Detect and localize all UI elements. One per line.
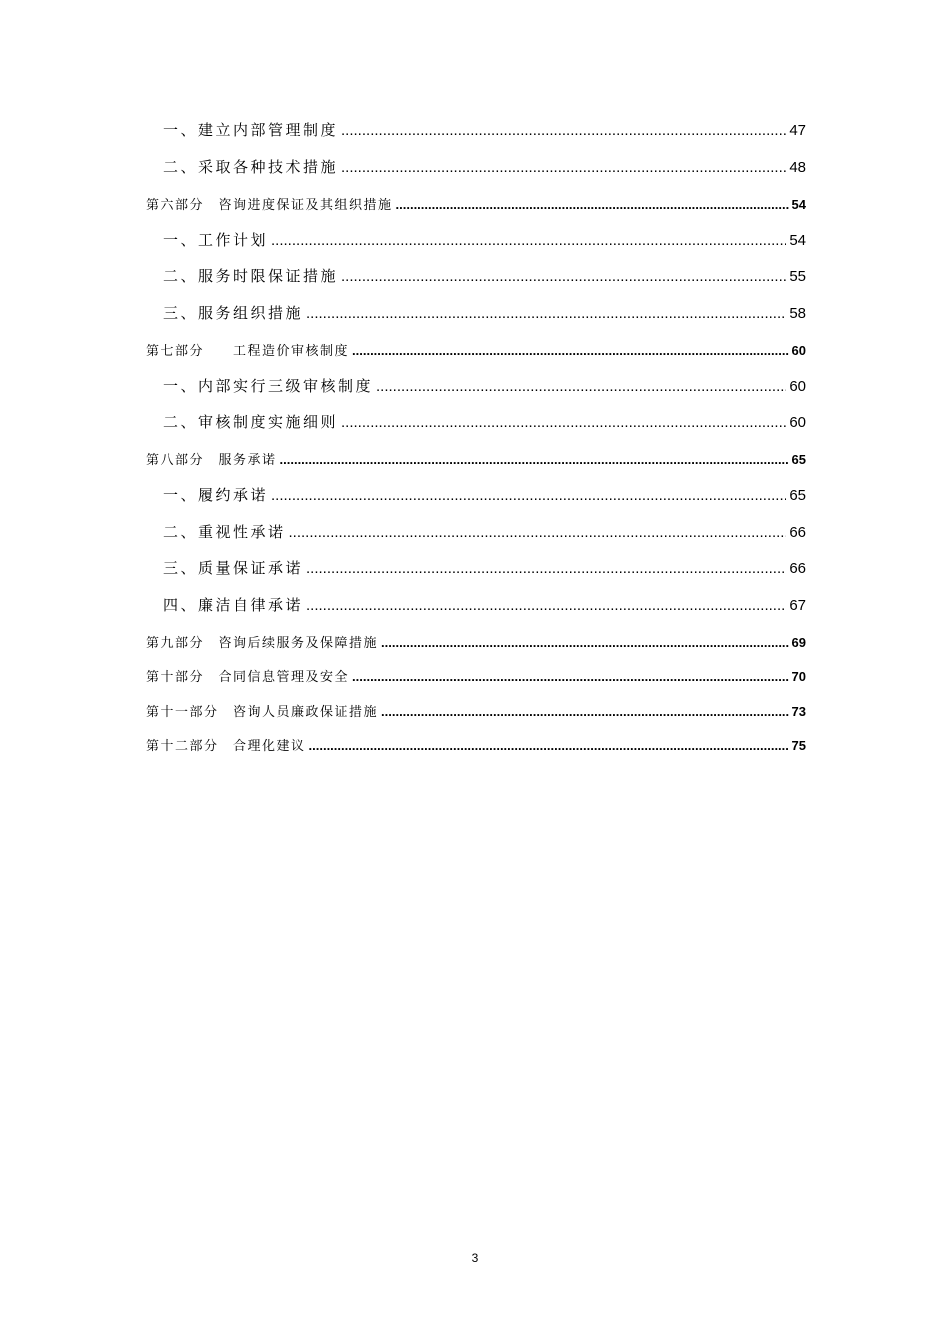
toc-leader-dots: [309, 738, 789, 754]
toc-entry-page: 58: [789, 305, 806, 322]
toc-entry-page: 47: [789, 122, 806, 139]
toc-leader-dots: [341, 159, 786, 177]
toc-section-title: 第九部分 咨询后续服务及保障措施: [146, 636, 379, 651]
toc-leader-dots: [352, 343, 789, 359]
toc-entry-page: 55: [789, 268, 806, 285]
toc-section-title: 第十二部分 合理化建议: [146, 739, 306, 754]
toc-section-page: 65: [791, 452, 806, 467]
toc-entry-page: 67: [789, 597, 806, 614]
toc-entry[interactable]: [163, 484, 806, 505]
toc-leader-dots: [341, 414, 786, 432]
toc-entry[interactable]: [163, 156, 806, 177]
toc-entry-page: 48: [789, 159, 806, 176]
toc-entry-title: 二、采取各种技术措施: [163, 158, 339, 176]
toc-leader-dots: [271, 487, 786, 505]
toc-entry-page: 65: [789, 487, 806, 504]
toc-leader-dots: [352, 669, 789, 685]
toc-leader-dots: [280, 452, 789, 468]
toc-entry-page: 54: [789, 232, 806, 249]
toc-section-page: 54: [791, 197, 806, 212]
toc-section-page: 75: [791, 738, 806, 753]
toc-section-title: 第十一部分 咨询人员廉政保证措施: [146, 705, 379, 720]
toc-entry[interactable]: [163, 265, 806, 286]
toc-leader-dots: [289, 524, 787, 542]
toc-entry-title: 二、服务时限保证措施: [163, 267, 339, 285]
toc-leader-dots: [381, 704, 789, 720]
toc-section-entry[interactable]: [146, 701, 806, 720]
toc-entry-title: 三、质量保证承诺: [163, 559, 304, 577]
toc-entry[interactable]: [163, 302, 806, 323]
toc-entry-title: 一、建立内部管理制度: [163, 121, 339, 139]
toc-entry[interactable]: [163, 375, 806, 396]
toc-entry[interactable]: [163, 229, 806, 250]
toc-entry-title: 四、廉洁自律承诺: [163, 596, 304, 614]
toc-entry-page: 60: [789, 414, 806, 431]
toc-section-entry[interactable]: [146, 632, 806, 651]
toc-section-page: 69: [791, 635, 806, 650]
toc-section-entry[interactable]: [146, 666, 806, 685]
toc-leader-dots: [271, 232, 786, 250]
toc-section-title: 第十部分 合同信息管理及安全: [146, 670, 350, 685]
toc-leader-dots: [341, 122, 786, 140]
toc-entry-title: 一、内部实行三级审核制度: [163, 377, 374, 395]
toc-section-title: 第八部分 服务承诺: [146, 453, 277, 468]
page-number: 3: [471, 1251, 479, 1265]
toc-leader-dots: [341, 268, 786, 286]
toc-section-title: 第七部分 工程造价审核制度: [146, 344, 350, 359]
toc-leader-dots: [306, 560, 786, 578]
toc-section-page: 73: [791, 704, 806, 719]
toc-leader-dots: [381, 635, 789, 651]
toc-section-entry[interactable]: [146, 449, 806, 468]
toc-section-entry[interactable]: [146, 735, 806, 754]
toc-entry[interactable]: [163, 521, 806, 542]
toc-entry[interactable]: [163, 557, 806, 578]
toc-entry-page: 60: [789, 378, 806, 395]
toc-section-entry[interactable]: [146, 194, 806, 213]
toc-section-title: 第六部分 咨询进度保证及其组织措施: [146, 198, 393, 213]
toc-entry[interactable]: [163, 119, 806, 140]
toc-section-page: 60: [791, 343, 806, 358]
toc-entry-title: 一、履约承诺: [163, 486, 269, 504]
toc-leader-dots: [396, 197, 789, 213]
toc-entry[interactable]: [163, 594, 806, 615]
toc-entry[interactable]: [163, 411, 806, 432]
toc-leader-dots: [376, 378, 786, 396]
toc-entry-page: 66: [789, 560, 806, 577]
toc-section-page: 70: [791, 669, 806, 684]
toc-leader-dots: [306, 305, 786, 323]
toc-entry-page: 66: [789, 524, 806, 541]
toc-entry-title: 一、工作计划: [163, 231, 269, 249]
toc-entry-title: 二、审核制度实施细则: [163, 413, 339, 431]
toc-leader-dots: [306, 597, 786, 615]
toc-entry-title: 三、服务组织措施: [163, 304, 304, 322]
toc-entry-title: 二、重视性承诺: [163, 523, 286, 541]
toc-section-entry[interactable]: [146, 340, 806, 359]
